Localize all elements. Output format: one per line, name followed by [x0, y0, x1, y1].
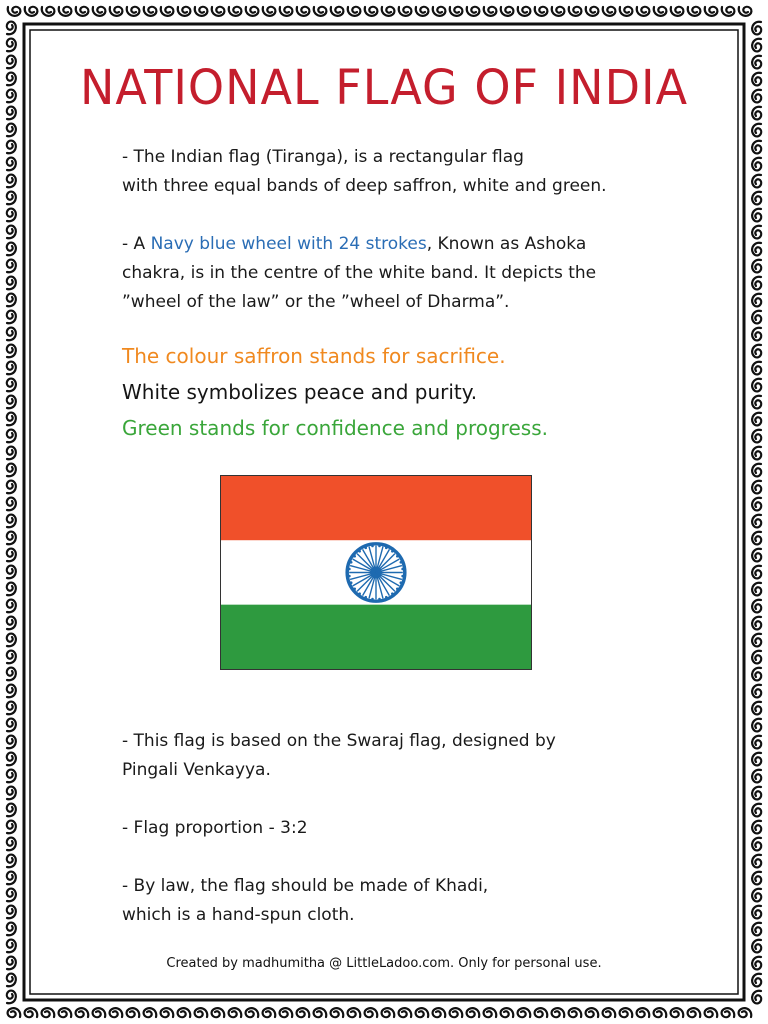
swirl-ornament — [7, 668, 16, 681]
swirl-ornament — [7, 328, 16, 341]
facts-section — [122, 727, 702, 930]
swirl-ornament — [752, 889, 761, 902]
swirl-ornament — [620, 7, 633, 16]
green-band — [221, 605, 531, 669]
swirl-ornament — [467, 1008, 480, 1017]
swirl-ornament — [7, 379, 16, 392]
swirl-ornament — [518, 7, 531, 16]
swirl-ornament — [752, 685, 761, 698]
swirl-ornament — [752, 549, 761, 562]
swirl-ornament — [552, 1008, 565, 1017]
swirl-ornament — [752, 617, 761, 630]
swirl-ornament — [7, 532, 16, 545]
swirl-ornament — [416, 1008, 429, 1017]
swirl-ornament — [535, 7, 548, 16]
swirl-ornament — [7, 515, 16, 528]
swirl-ornament — [752, 481, 761, 494]
swirl-ornament — [752, 464, 761, 477]
swirl-ornament — [7, 243, 16, 256]
swirl-ornament — [752, 668, 761, 681]
chakra-rim-dot — [378, 598, 381, 601]
india-flag — [220, 475, 532, 670]
swirl-ornament — [7, 787, 16, 800]
swirl-ornament — [246, 1008, 259, 1017]
chakra-rim-dot — [378, 545, 381, 548]
swirl-ornament — [637, 1008, 650, 1017]
swirl-ornament — [739, 7, 752, 16]
chakra-rim-dot — [353, 587, 356, 590]
chakra-rim-dot — [396, 555, 399, 558]
swirl-ornament — [42, 1008, 55, 1017]
swirl-ornament — [59, 1008, 72, 1017]
swirl-ornament — [603, 1008, 616, 1017]
swirl-ornament — [603, 7, 616, 16]
swirl-ornament — [7, 957, 16, 970]
swirl-ornament — [144, 7, 157, 16]
swirl-ornament — [7, 991, 16, 1004]
swirl-ornament — [752, 651, 761, 664]
swirl-ornament — [263, 1008, 276, 1017]
swirl-ornament — [671, 7, 684, 16]
swirl-ornament — [739, 1008, 752, 1017]
swirl-ornament — [752, 396, 761, 409]
swirl-ornament — [161, 7, 174, 16]
swirl-ornament — [7, 311, 16, 324]
proportion-fact: - Flag proportion - 3:2 — [122, 818, 308, 838]
swirl-ornament — [7, 685, 16, 698]
swirl-ornament — [7, 158, 16, 171]
swirl-ornament — [501, 7, 514, 16]
chakra-rim-dot — [350, 561, 353, 564]
swirl-ornament — [752, 498, 761, 511]
swirl-ornament — [501, 1008, 514, 1017]
swirl-ornament — [195, 7, 208, 16]
swirl-ornament — [7, 56, 16, 69]
swirl-ornament — [752, 39, 761, 52]
swirl-ornament — [552, 7, 565, 16]
khadi-line-1: - By law, the flag should be made of Khadi, — [122, 876, 489, 896]
chakra-rim-dot — [350, 581, 353, 584]
swirl-ornament — [7, 481, 16, 494]
swirl-ornament — [7, 260, 16, 273]
swirl-ornament — [365, 1008, 378, 1017]
swirl-ornament — [752, 413, 761, 426]
swirl-ornament — [518, 1008, 531, 1017]
green-meaning: Green stands for confidence and progress. — [122, 416, 548, 440]
swirl-ornament — [110, 1008, 123, 1017]
swirl-ornament — [705, 7, 718, 16]
chakra-rim-dot — [401, 575, 404, 578]
swirl-ornament — [297, 7, 310, 16]
swirl-ornament — [752, 294, 761, 307]
swirl-ornament — [7, 447, 16, 460]
chakra-highlight: Navy blue wheel with 24 strokes — [150, 234, 427, 254]
swirl-ornament — [752, 277, 761, 290]
swirl-ornament — [7, 617, 16, 630]
swirl-ornament — [8, 1008, 21, 1017]
swirl-ornament — [752, 600, 761, 613]
swirl-ornament — [569, 7, 582, 16]
swirl-ornament — [348, 1008, 361, 1017]
swirl-ornament — [7, 702, 16, 715]
swirl-ornament — [752, 311, 761, 324]
swirl-ornament — [7, 974, 16, 987]
swirl-ornament — [7, 209, 16, 222]
swirl-ornament — [280, 7, 293, 16]
swirl-ornament — [7, 362, 16, 375]
swirl-ornament — [127, 1008, 140, 1017]
swirl-ornament — [688, 1008, 701, 1017]
swirl-ornament — [752, 736, 761, 749]
chakra-rim-dot — [399, 561, 402, 564]
swirl-ornament — [705, 1008, 718, 1017]
swirl-ornament — [752, 158, 761, 171]
chakra-rim-dot — [396, 587, 399, 590]
swirl-ornament — [752, 753, 761, 766]
swirl-ornament — [7, 107, 16, 120]
swirl-ornament — [752, 90, 761, 103]
chakra-paragraph — [122, 230, 702, 317]
swirl-ornament — [752, 804, 761, 817]
swirl-ornament — [752, 345, 761, 358]
page-title: NATIONAL FLAG OF INDIA — [79, 58, 689, 116]
saffron-band — [221, 476, 531, 540]
swirl-ornament — [752, 991, 761, 1004]
swirl-ornament — [7, 940, 16, 953]
swirl-ornament — [7, 294, 16, 307]
swirl-ornament — [25, 7, 38, 16]
swirl-ornament — [654, 1008, 667, 1017]
saffron-meaning: The colour saffron stands for sacrifice. — [122, 344, 506, 368]
swirl-ornament — [752, 22, 761, 35]
swirl-ornament — [297, 1008, 310, 1017]
swirl-ornament — [722, 7, 735, 16]
chakra-line-3: ”wheel of the law” or the ”wheel of Dharma”. — [122, 292, 510, 312]
swirl-ornament — [7, 719, 16, 732]
chakra-line-2: chakra, is in the centre of the white band. It depicts the — [122, 263, 597, 283]
swirl-ornament — [752, 634, 761, 647]
swirl-ornament — [7, 566, 16, 579]
swirl-ornament — [93, 7, 106, 16]
chakra-rim-dot — [364, 547, 367, 550]
swirl-ornament — [7, 73, 16, 86]
swaraj-line-1: - This flag is based on the Swaraj flag, designed by — [122, 731, 556, 751]
swirl-ornament — [752, 124, 761, 137]
chakra-prefix: - A — [122, 234, 151, 254]
swirl-ornament — [7, 549, 16, 562]
swirl-ornament — [752, 532, 761, 545]
swirl-ornament — [7, 345, 16, 358]
credit-footer: Created by madhumitha @ LittleLadoo.com. Only for personal use. — [166, 956, 602, 971]
swirl-ornament — [42, 7, 55, 16]
swirl-ornament — [382, 1008, 395, 1017]
swirl-ornament — [752, 906, 761, 919]
swirl-ornament — [195, 1008, 208, 1017]
swirl-ornament — [7, 175, 16, 188]
swirl-ornament — [433, 1008, 446, 1017]
swirl-ornament — [7, 192, 16, 205]
chakra-rim-dot — [358, 550, 361, 553]
swirl-ornament — [212, 1008, 225, 1017]
swirl-ornament — [752, 107, 761, 120]
swirl-ornament — [752, 855, 761, 868]
swirl-ornament — [752, 141, 761, 154]
swirl-ornament — [7, 141, 16, 154]
intro-line-1: - The Indian flag (Tiranga), is a rectangular flag — [122, 147, 524, 167]
swirl-ornament — [8, 7, 21, 16]
khadi-line-2: which is a hand-spun cloth. — [122, 905, 355, 925]
swirl-ornament — [484, 7, 497, 16]
swirl-ornament — [416, 7, 429, 16]
swirl-ornament — [752, 328, 761, 341]
swirl-ornament — [229, 1008, 242, 1017]
swirl-ornament — [569, 1008, 582, 1017]
swirl-ornament — [752, 260, 761, 273]
intro-line-2: with three equal bands of deep saffron, white and green. — [122, 176, 607, 196]
worksheet — [34, 34, 734, 990]
swirl-ornament — [752, 821, 761, 834]
chakra-rim-dot — [358, 592, 361, 595]
swirl-ornament — [7, 90, 16, 103]
swirl-ornament — [7, 39, 16, 52]
swirl-ornament — [752, 872, 761, 885]
white-meaning: White symbolizes peace and purity. — [122, 380, 478, 404]
chakra-rim-dot — [371, 545, 374, 548]
chakra-rim-dot — [385, 596, 388, 599]
swirl-ornament — [7, 634, 16, 647]
swirl-ornament — [178, 7, 191, 16]
swirl-ornament — [535, 1008, 548, 1017]
swirl-ornament — [450, 7, 463, 16]
swirl-ornament — [450, 1008, 463, 1017]
swirl-ornament — [752, 838, 761, 851]
swirl-ornament — [7, 736, 16, 749]
swirl-ornament — [246, 7, 259, 16]
swirl-ornament — [110, 7, 123, 16]
swirl-ornament — [752, 226, 761, 239]
color-meanings — [122, 338, 722, 446]
swirl-ornament — [365, 7, 378, 16]
swirl-ornament — [654, 7, 667, 16]
swirl-ornament — [314, 1008, 327, 1017]
swirl-ornament — [752, 770, 761, 783]
swirl-ornament — [25, 1008, 38, 1017]
swirl-ornament — [586, 1008, 599, 1017]
chakra-rim-dot — [348, 575, 351, 578]
swirl-ornament — [263, 7, 276, 16]
swirl-ornament — [752, 702, 761, 715]
swirl-ornament — [280, 1008, 293, 1017]
swirl-ornament — [93, 1008, 106, 1017]
swirl-ornament — [586, 7, 599, 16]
swirl-ornament — [7, 600, 16, 613]
swirl-ornament — [752, 974, 761, 987]
swirl-ornament — [484, 1008, 497, 1017]
chakra-rim-dot — [399, 581, 402, 584]
swirl-ornament — [348, 7, 361, 16]
swirl-ornament — [7, 889, 16, 902]
swirl-ornament — [752, 73, 761, 86]
swirl-ornament — [752, 175, 761, 188]
swirl-ornament — [752, 447, 761, 460]
chakra-rim-dot — [391, 592, 394, 595]
chakra-suffix: , Known as Ashoka — [426, 234, 587, 254]
swirl-ornament — [620, 1008, 633, 1017]
swirl-ornament — [752, 566, 761, 579]
swirl-ornament — [433, 7, 446, 16]
swirl-ornament — [178, 1008, 191, 1017]
swirl-ornament — [752, 515, 761, 528]
swirl-ornament — [7, 583, 16, 596]
swirl-ornament — [752, 243, 761, 256]
swirl-ornament — [752, 923, 761, 936]
intro-paragraph — [122, 143, 702, 201]
swirl-ornament — [399, 1008, 412, 1017]
swirl-ornament — [7, 804, 16, 817]
swirl-ornament — [752, 209, 761, 222]
swirl-ornament — [382, 7, 395, 16]
swirl-ornament — [7, 396, 16, 409]
swirl-ornament — [229, 7, 242, 16]
swirl-ornament — [752, 56, 761, 69]
swirl-ornament — [331, 1008, 344, 1017]
swirl-ornament — [7, 923, 16, 936]
chakra-rim-dot — [371, 598, 374, 601]
swirl-ornament — [144, 1008, 157, 1017]
swirl-ornament — [7, 753, 16, 766]
swirl-ornament — [752, 192, 761, 205]
swirl-ornament — [399, 7, 412, 16]
swirl-ornament — [212, 7, 225, 16]
swirl-ornament — [7, 651, 16, 664]
chakra-rim-dot — [391, 550, 394, 553]
swirl-ornament — [752, 583, 761, 596]
swirl-ornament — [637, 7, 650, 16]
swirl-ornament — [161, 1008, 174, 1017]
swirl-ornament — [752, 940, 761, 953]
swirl-ornament — [7, 770, 16, 783]
chakra-rim-dot — [385, 547, 388, 550]
ashoka-chakra-icon — [347, 544, 405, 601]
chakra-rim-dot — [348, 568, 351, 571]
swirl-ornament — [127, 7, 140, 16]
chakra-line-1 — [122, 230, 702, 259]
swirl-ornament — [7, 464, 16, 477]
swirl-ornament — [688, 7, 701, 16]
swirl-ornament — [467, 7, 480, 16]
swirl-ornament — [331, 7, 344, 16]
swirl-ornament — [752, 362, 761, 375]
swirl-ornament — [752, 957, 761, 970]
swirl-ornament — [7, 821, 16, 834]
swirl-ornament — [752, 787, 761, 800]
swirl-ornament — [7, 226, 16, 239]
swirl-ornament — [7, 413, 16, 426]
swirl-ornament — [7, 277, 16, 290]
swirl-ornament — [722, 1008, 735, 1017]
chakra-rim-dot — [401, 568, 404, 571]
swirl-ornament — [752, 430, 761, 443]
swirl-ornament — [7, 22, 16, 35]
swirl-ornament — [59, 7, 72, 16]
swirl-ornament — [7, 498, 16, 511]
swirl-ornament — [7, 855, 16, 868]
swirl-ornament — [752, 379, 761, 392]
swirl-ornament — [7, 906, 16, 919]
swirl-ornament — [76, 7, 89, 16]
chakra-rim-dot — [353, 555, 356, 558]
swirl-ornament — [7, 872, 16, 885]
swirl-ornament — [7, 124, 16, 137]
swirl-ornament — [314, 7, 327, 16]
swirl-ornament — [7, 838, 16, 851]
swaraj-line-2: Pingali Venkayya. — [122, 760, 271, 780]
swirl-ornament — [752, 719, 761, 732]
chakra-rim-dot — [364, 596, 367, 599]
swirl-ornament — [7, 430, 16, 443]
swirl-ornament — [671, 1008, 684, 1017]
swirl-ornament — [76, 1008, 89, 1017]
